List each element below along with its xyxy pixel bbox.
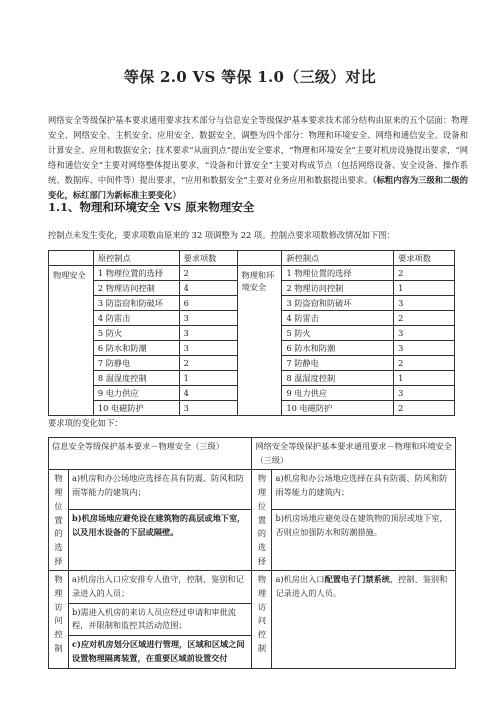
table-cell: 1 物理位置的选择	[282, 266, 394, 281]
table-cell: 1	[179, 371, 237, 386]
control-point-table	[48, 250, 455, 416]
intro-note: （标粗内容为三级和二级的变化，标红部门为新标准主要变化）	[48, 175, 468, 201]
table-cell: 3	[179, 341, 237, 356]
requirement-comparison-table	[48, 437, 456, 669]
table-cell: 6	[179, 296, 237, 311]
requirement-highlight: 配置电子门禁系统	[324, 574, 390, 585]
requirement-text: a)机房出入口	[275, 574, 325, 585]
table-cell: 1 物理位置的选择	[93, 266, 179, 281]
table-header-cell	[49, 251, 94, 266]
table-cell: 6 防水和防潮	[93, 341, 179, 356]
table-cell: 4	[179, 386, 237, 401]
table-cell: 9 电力供应	[93, 386, 179, 401]
table-header-cell	[237, 251, 282, 266]
requirement-cell: b)机房场地应避免设在建筑物的高层或地下室，以及用水设备的下层或隔壁。	[68, 510, 252, 571]
table-header-row	[49, 251, 455, 266]
table-cell: 4 防雷击	[93, 311, 179, 326]
table-row	[49, 266, 455, 281]
table-cell: 2	[179, 266, 237, 281]
table-cell: 4 防雷击	[282, 311, 394, 326]
section-paragraph: 控制点未发生变化，要求项数由原来的 32 项调整为 22 项。控制点要求项数修改情况如下图：	[48, 230, 395, 240]
new-standard-heading: 网络安全等级保护基本要求通用要求－物理和环境安全（三级）	[252, 438, 456, 470]
table-cell: 2 物理访问控制	[93, 281, 179, 296]
requirement-cell: c)应对机房划分区域进行管理，区域和区域之间设置物理隔离装置，在重要区域前设置交付	[68, 636, 252, 668]
requirement-cell: b)机房场地应避免设在建筑物的顶层或地下室，否则应加强防水和防潮措施。	[272, 510, 456, 571]
requirement-cell: a)机房和办公场地应选择在具有防震、防风和防雨等能力的建筑内；	[272, 470, 456, 510]
requirement-cell: b)需进入机房的来访人员应经过申请和审批流程，并限制和监控其活动范围；	[68, 603, 252, 635]
table-cell: 7 防静电	[93, 356, 179, 371]
table-cell: 3 防盗窃和防破坏	[282, 296, 394, 311]
category-cell: 物理访问控制	[252, 571, 272, 668]
table-cell: 3	[394, 341, 455, 356]
table-cell: 7 防静电	[282, 356, 394, 371]
category-cell: 物理位置的选择	[49, 470, 69, 571]
table-cell: 10 电磁防护	[93, 401, 179, 416]
table-cell: 2 物理访问控制	[282, 281, 394, 296]
table-header-cell: 要求项数	[394, 251, 455, 266]
table-cell: 2	[394, 356, 455, 371]
table-cell: 3 防盗窃和防破坏	[93, 296, 179, 311]
table-cell: 9 电力供应	[282, 386, 394, 401]
table-cell: 1	[394, 281, 455, 296]
table-cell: 3	[179, 401, 237, 416]
table-cell: 3	[179, 326, 237, 341]
category-cell: 物理访问控制	[49, 571, 69, 668]
table-cell: 1	[394, 371, 455, 386]
section-heading: 1.1、物理和环境安全 VS 原来物理安全	[48, 200, 255, 214]
table-cell: 2	[394, 266, 455, 281]
change-label: 要求项的变化如下：	[48, 418, 123, 428]
table-cell: 4	[179, 281, 237, 296]
old-standard-heading: 信息安全等级保护基本要求－物理安全（三级）	[49, 438, 252, 470]
table-cell: 10 电磁防护	[282, 401, 394, 416]
table-header-row	[49, 438, 456, 470]
table-cell: 2	[179, 356, 237, 371]
requirement-text: ，控制、鉴别和记录进入的人员。	[275, 574, 448, 599]
category-cell: 物理位置的选择	[252, 470, 272, 571]
table-cell: 3	[394, 386, 455, 401]
table-header-cell: 原控制点	[93, 251, 179, 266]
table-cell: 5 防火	[93, 326, 179, 341]
intro-text: 网络安全等级保护基本要求通用要求技术部分与信息安全等级保护基本要求技术部分结构由原来的五个层面：物理安全、网络安全、主机安全、应用安全、数据安全，调整为四个部分：物理和环境安全、网络和通信安全、设备和计算安全、应用和数据安全；技术要求“从面到点”提出安全要求，“物理和环境安全”主要对机房设施提出要求，“网络和通信安全”主要对网络整体提出要求，“设备和计算安全”主要对构成节点（包括网络设备、安全设备、操作系统、数据库、中间件等）提出要求，“应用和数据安全”主要对业务应用和数据提出要求。	[48, 115, 468, 186]
table-row	[49, 470, 456, 510]
table-cell: 8 温湿度控制	[93, 371, 179, 386]
old-group-cell: 物理安全	[49, 266, 94, 416]
table-cell: 3	[394, 326, 455, 341]
requirement-cell: a)机房出入口应安排专人值守，控制、鉴别和记录进入的人员；	[68, 571, 252, 603]
requirement-cell: a)机房和办公场地应选择在具有防震、防风和防雨等能力的建筑内；	[68, 470, 252, 510]
requirement-cell	[272, 571, 456, 668]
table-header-cell: 新控制点	[282, 251, 394, 266]
table-header-cell: 要求项数	[179, 251, 237, 266]
document-title: 等保 2.0 VS 等保 1.0（三级）对比	[123, 68, 377, 86]
table-row	[49, 571, 456, 603]
table-cell: 2	[394, 401, 455, 416]
table-cell: 8 温湿度控制	[282, 371, 394, 386]
table-cell: 2	[394, 311, 455, 326]
table-cell: 5 防火	[282, 326, 394, 341]
intro-paragraph	[48, 113, 468, 204]
table-cell: 3	[394, 296, 455, 311]
table-cell: 3	[179, 311, 237, 326]
table-cell: 6 防水和防潮	[282, 341, 394, 356]
new-group-cell: 物理和环境安全	[237, 266, 282, 416]
